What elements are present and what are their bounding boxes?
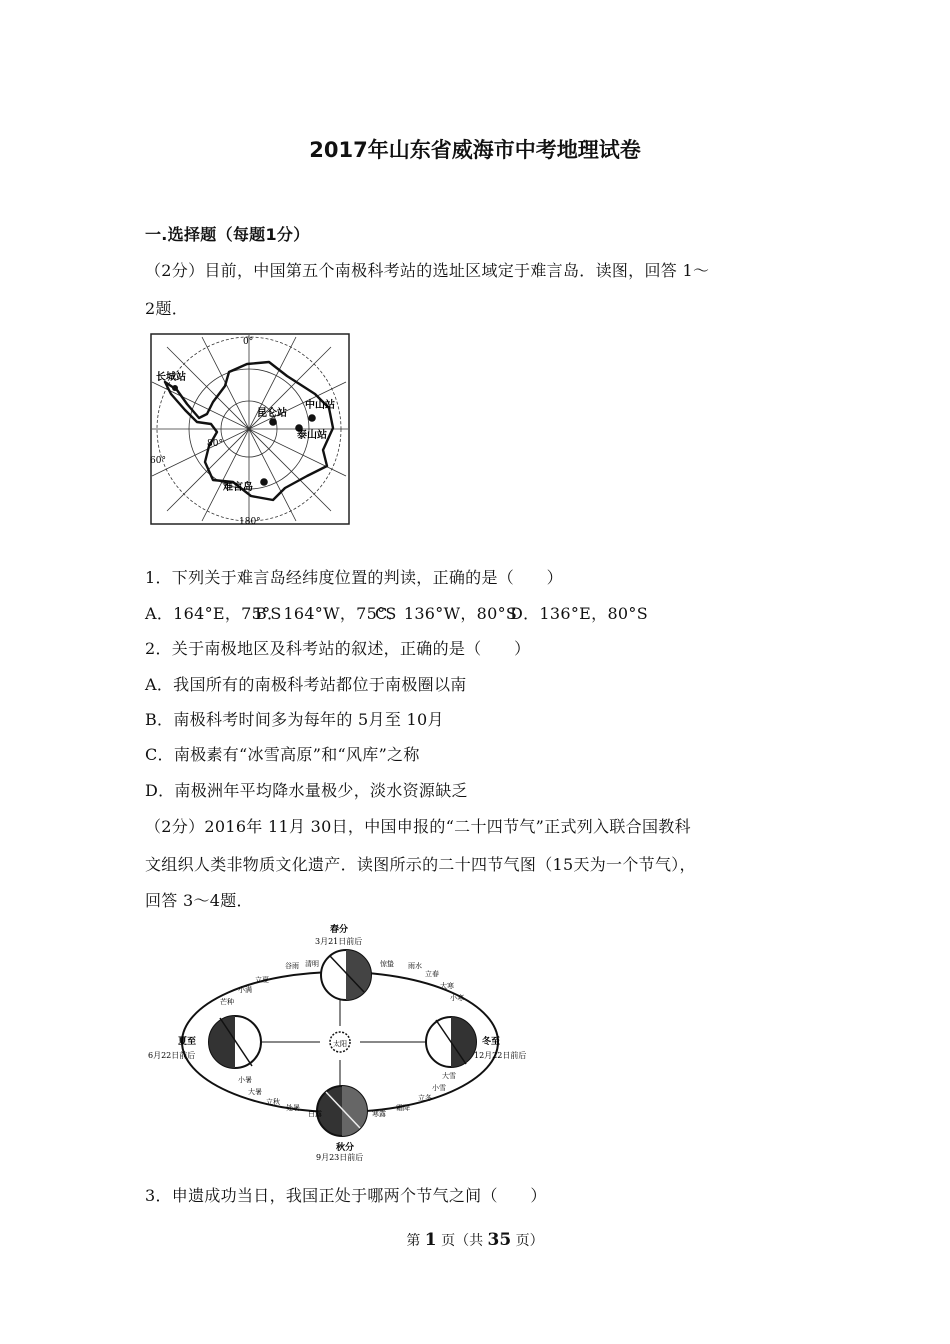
q2-option-c: C．南极素有“冰雪高原”和“风库”之称 [145, 745, 420, 764]
summer-date: 6月22日前后 [148, 1051, 196, 1060]
solar-term-label: 立冬 [418, 1094, 432, 1102]
solar-term-label: 白露 [308, 1110, 322, 1118]
q1-option-d: D．136°E，80°S [510, 604, 648, 623]
map-label-80: 80° [207, 439, 223, 449]
solar-term-label: 雨水 [408, 962, 422, 970]
summer-label: 夏至 [178, 1037, 197, 1047]
solar-term-label: 霜降 [396, 1104, 410, 1112]
earth-summer [209, 1016, 261, 1068]
solar-term-label: 小寒 [450, 994, 464, 1002]
earth-autumn [317, 1086, 367, 1136]
solar-term-label: 小满 [238, 986, 252, 994]
map-label-zhongshan: 中山站 [305, 400, 335, 411]
map-label-180: 180° [239, 517, 261, 527]
map-label-60: 60° [150, 456, 166, 466]
intro-2-line-1: （2分）2016年 11月 30日，中国申报的“二十四节气”正式列入联合国教科 [145, 817, 691, 836]
solar-term-label: 大寒 [440, 982, 454, 990]
intro-1-line-1: （2分）目前，中国第五个南极科考站的选址区域定于难言岛．读图，回答 1～ [145, 261, 710, 280]
solar-terms-diagram [140, 920, 560, 1162]
solar-term-label: 谷雨 [285, 962, 299, 970]
solar-term-label: 寒露 [372, 1110, 386, 1118]
solar-term-label: 大雪 [442, 1072, 456, 1080]
section-heading: 一.选择题（每题1分） [145, 225, 310, 244]
q1-option-b: B．164°W，75°S [255, 604, 397, 623]
footer-page-number: 1 [424, 1230, 437, 1250]
solar-term-label: 处暑 [286, 1104, 300, 1112]
solar-term-label: 芒种 [220, 998, 234, 1006]
map-label-nanyan: 难言岛 [223, 482, 253, 493]
solar-term-label: 小暑 [238, 1076, 252, 1084]
map-label-changcheng: 长城站 [156, 372, 186, 383]
q1-option-a: A．164°E，75°S [145, 604, 282, 623]
sun-label: 太阳 [333, 1040, 347, 1048]
footer-suffix: 页） [515, 1233, 544, 1249]
winter-date: 12月22日前后 [474, 1051, 527, 1060]
solar-term-label: 惊蛰 [380, 960, 394, 968]
question-2: 2．关于南极地区及科考站的叙述，正确的是（ ） [145, 639, 531, 658]
antarctica-map [147, 332, 353, 528]
map-label-0: 0° [243, 337, 254, 347]
intro-2-line-2: 文组织人类非物质文化遗产．读图所示的二十四节气图（15天为一个节气）， [145, 855, 696, 874]
question-1-options [145, 601, 648, 624]
footer-middle: 页（共 [441, 1233, 484, 1249]
solar-term-label: 清明 [305, 960, 319, 968]
q2-option-a: A．我国所有的南极科考站都位于南极圈以南 [145, 675, 467, 694]
earth-winter [426, 1017, 476, 1067]
q2-option-d: D．南极洲年平均降水量极少，淡水资源缺乏 [145, 781, 468, 800]
footer-prefix: 第 [406, 1233, 421, 1249]
winter-label: 冬至 [482, 1037, 501, 1047]
footer-total-pages: 35 [487, 1230, 512, 1250]
intro-1-line-2: 2题． [145, 299, 189, 318]
map-label-kunlun: 昆仑站 [257, 408, 287, 419]
page-footer [0, 1230, 950, 1250]
intro-2-line-3: 回答 3～4题． [145, 891, 253, 910]
earth-spring [321, 950, 371, 1000]
page-title: 2017年山东省威海市中考地理试卷 [309, 138, 641, 162]
map-label-taishan: 泰山站 [297, 430, 327, 441]
q1-option-c: C．136°W，80°S [375, 604, 518, 623]
question-3: 3．申遗成功当日，我国正处于哪两个节气之间（ ） [145, 1186, 547, 1205]
solar-term-label: 小雪 [432, 1084, 446, 1092]
solar-term-label: 大暑 [248, 1088, 262, 1096]
q2-option-b: B．南极科考时间多为每年的 5月至 10月 [145, 710, 444, 729]
autumn-date: 9月23日前后 [316, 1153, 364, 1162]
solar-term-label: 立秋 [266, 1098, 280, 1106]
spring-label: 春分 [330, 925, 349, 935]
solar-term-label: 立夏 [255, 976, 269, 984]
spring-date: 3月21日前后 [315, 937, 363, 946]
solar-term-label: 立春 [425, 970, 439, 978]
autumn-label: 秋分 [336, 1143, 355, 1153]
question-1: 1．下列关于难言岛经纬度位置的判读，正确的是（ ） [145, 568, 563, 587]
